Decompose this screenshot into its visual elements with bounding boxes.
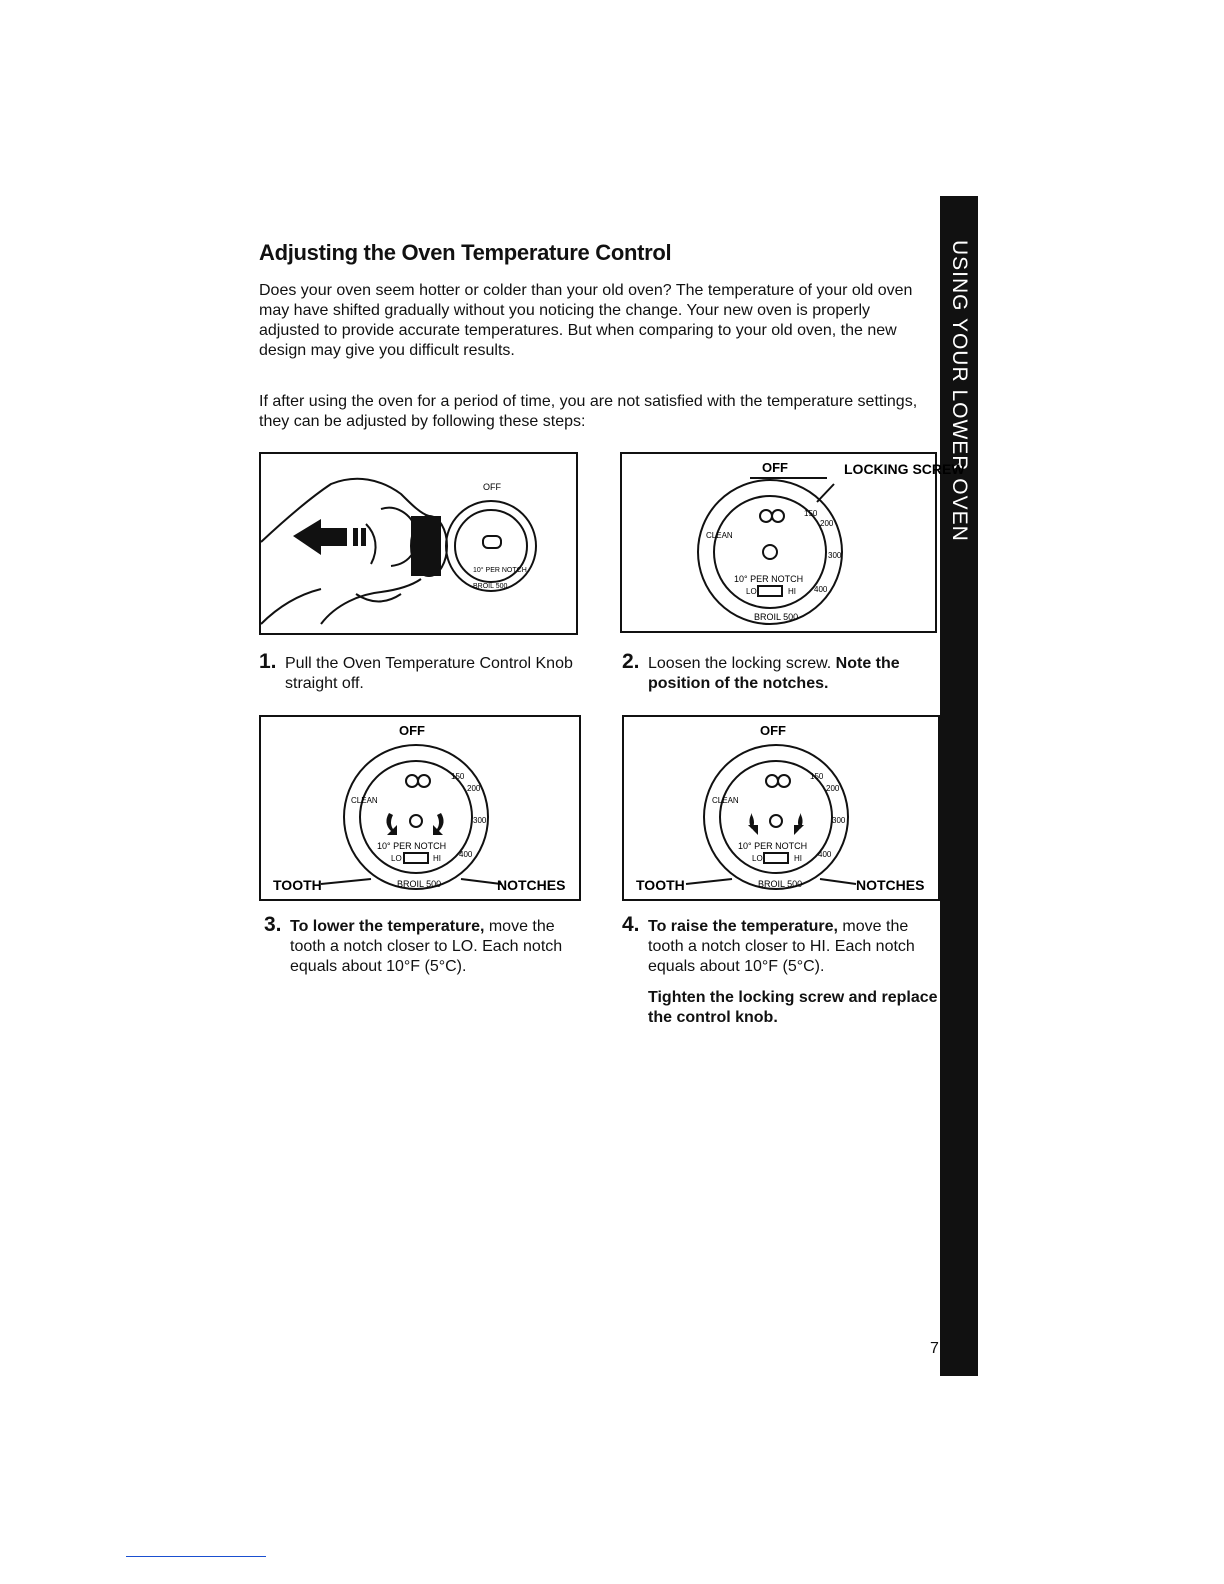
figure-4-raise-temperature <box>622 715 940 901</box>
fig2-200-label: 200 <box>820 519 834 528</box>
fig1-off-label: OFF <box>483 482 501 492</box>
locking-screw-label: LOCKING SCREW <box>844 461 965 477</box>
fig4-400-label: 400 <box>818 850 832 859</box>
step-3-number: 3. <box>264 913 282 936</box>
step-2-bold: Note the position of the notches. <box>648 655 900 692</box>
step-3-text: move the tooth a notch closer to LO. Each notch equals about 10°F (5°C). <box>290 918 563 975</box>
fig4-hi-label: HI <box>794 854 802 863</box>
step-3 <box>264 913 574 977</box>
fig3-tooth-label: TOOTH <box>273 877 322 893</box>
page-number: 7 <box>930 1340 939 1357</box>
step-1-text: Pull the Oven Temperature Control Knob straight off. <box>285 655 573 692</box>
fig2-clean-label: CLEAN <box>706 531 733 540</box>
step-4-number: 4. <box>622 913 640 936</box>
fig4-200-label: 200 <box>826 784 840 793</box>
fig4-broil-label: BROIL 500 <box>758 879 803 889</box>
step-4-bold: To raise the temperature, <box>648 918 838 935</box>
dial-raise-temperature-illustration <box>624 717 938 899</box>
fig2-off-label: OFF <box>762 460 788 475</box>
fig3-hi-label: HI <box>433 854 441 863</box>
fig4-tooth-label: TOOTH <box>636 877 685 893</box>
fig4-300-label: 300 <box>832 816 846 825</box>
step-1 <box>259 650 579 694</box>
fig4-off-label: OFF <box>760 723 786 738</box>
step-4-text: move the tooth a notch closer to HI. Each notch equals about 10°F (5°C). <box>648 918 915 975</box>
knob-removal-illustration <box>261 454 576 633</box>
fig3-notches-label: NOTCHES <box>497 877 566 893</box>
dial-locking-screw-illustration <box>622 454 965 631</box>
fig1-broil-label: BROIL 500 <box>473 583 508 590</box>
figure-3-lower-temperature <box>259 715 581 901</box>
fig3-clean-label: CLEAN <box>351 796 378 805</box>
fig3-off-label: OFF <box>399 723 425 738</box>
fig3-lo-label: LO <box>391 854 402 863</box>
fig3-200-label: 200 <box>467 784 481 793</box>
fig2-400-label: 400 <box>814 585 828 594</box>
fig3-400-label: 400 <box>459 850 473 859</box>
step-2 <box>622 650 922 694</box>
fig1-per-notch-label: 10° PER NOTCH <box>473 567 527 574</box>
fig4-150-label: 150 <box>810 772 824 781</box>
page-title: Adjusting the Oven Temperature Control <box>259 240 672 265</box>
dial-lower-temperature-illustration <box>261 717 579 899</box>
fig2-150-label: 150 <box>804 509 818 518</box>
fig3-broil-label: BROIL 500 <box>397 879 442 889</box>
step-4-final-instruction: Tighten the locking screw and replace the control knob. <box>648 989 938 1026</box>
step-4 <box>622 913 942 1028</box>
fig3-300-label: 300 <box>473 816 487 825</box>
fig2-per-notch-label: 10° PER NOTCH <box>734 574 804 584</box>
fig4-clean-label: CLEAN <box>712 796 739 805</box>
fig4-notches-label: NOTCHES <box>856 877 925 893</box>
step-2-number: 2. <box>622 650 640 673</box>
fig2-300-label: 300 <box>828 551 842 560</box>
fig4-per-notch-label: 10° PER NOTCH <box>738 841 808 851</box>
figure-1-pull-knob <box>259 452 578 635</box>
fig2-lo-label: LO <box>746 587 757 596</box>
footer-rule <box>126 1556 266 1557</box>
fig2-hi-label: HI <box>788 587 796 596</box>
side-tab-label: USING YOUR LOWER OVEN <box>948 240 971 542</box>
step-2-text: Loosen the locking screw. <box>648 655 836 672</box>
figure-2-locking-screw <box>620 452 965 633</box>
intro-paragraph-1: Does your oven seem hotter or colder than your old oven? The temperature of your old oven may have shifted gradually without you noticing the change. Your new oven is properly adjusted to provide accurate temperatures. But when comparing to your old oven, the new design may give you difficult results. <box>259 282 913 359</box>
step-1-number: 1. <box>259 650 277 673</box>
fig2-broil-label: BROIL 500 <box>754 612 799 622</box>
intro-paragraph-2: If after using the oven for a period of time, you are not satisfied with the temperature settings, they can be adjusted by following these steps: <box>259 393 918 430</box>
fig4-lo-label: LO <box>752 854 763 863</box>
fig3-per-notch-label: 10° PER NOTCH <box>377 841 447 851</box>
step-3-bold: To lower the temperature, <box>290 918 485 935</box>
fig3-150-label: 150 <box>451 772 465 781</box>
